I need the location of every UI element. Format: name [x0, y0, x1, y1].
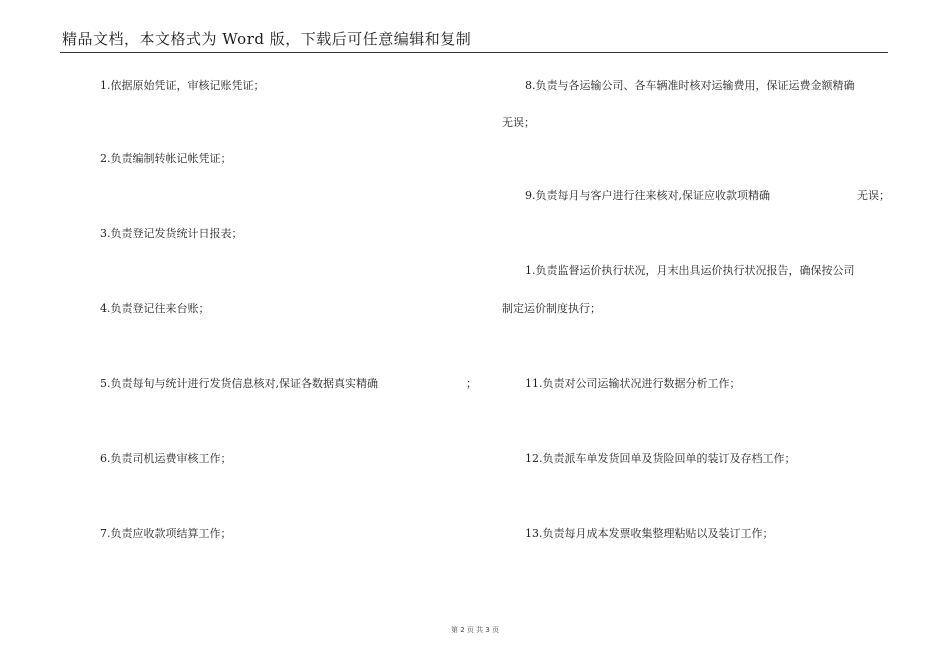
- left-item-2: 2.负责编制转帐记帐凭证；: [100, 152, 232, 165]
- left-item-7: 7.负责应收款项结算工作；: [100, 527, 232, 540]
- left-item-3: 3.负责登记发货统计日报表；: [100, 227, 243, 240]
- right-item-8-line1: 8.负责与各运输公司、各车辆准时核对运输费用，保证运费金额精确: [525, 79, 855, 92]
- right-item-12: 12.负责派车单发货回单及货险回单的装订及存档工作；: [525, 452, 796, 465]
- left-item-5-tail: ；: [466, 377, 477, 390]
- page-number-footer: 第 2 页 共 3 页: [450, 626, 500, 634]
- document-header-title: 精品文档，本文格式为 Word 版，下载后可任意编辑和复制: [62, 30, 472, 48]
- left-item-5: 5.负责每旬与统计进行发货信息核对,保证各数据真实精确: [100, 377, 378, 390]
- left-item-6: 6.负责司机运费审核工作；: [100, 452, 232, 465]
- right-item-9-tail: 无误；: [857, 189, 890, 202]
- left-item-1: 1.依据原始凭证，审核记账凭证；: [100, 79, 265, 92]
- right-item-13: 13.负责每月成本发票收集整理粘贴以及装订工作；: [525, 527, 774, 540]
- right-item-8-line2: 无误；: [502, 116, 535, 129]
- right-item-11: 11.负责对公司运输状况进行数据分析工作；: [525, 377, 741, 390]
- header-divider: [60, 52, 888, 53]
- right-item-1-line1: 1.负责监督运价执行状况，月末出具运价执行状况报告，确保按公司: [525, 264, 855, 277]
- right-item-1-line2: 制定运价制度执行；: [502, 302, 601, 315]
- right-item-9: 9.负责每月与客户进行往来核对,保证应收款项精确: [525, 189, 770, 202]
- left-item-4: 4.负责登记往来台账；: [100, 302, 210, 315]
